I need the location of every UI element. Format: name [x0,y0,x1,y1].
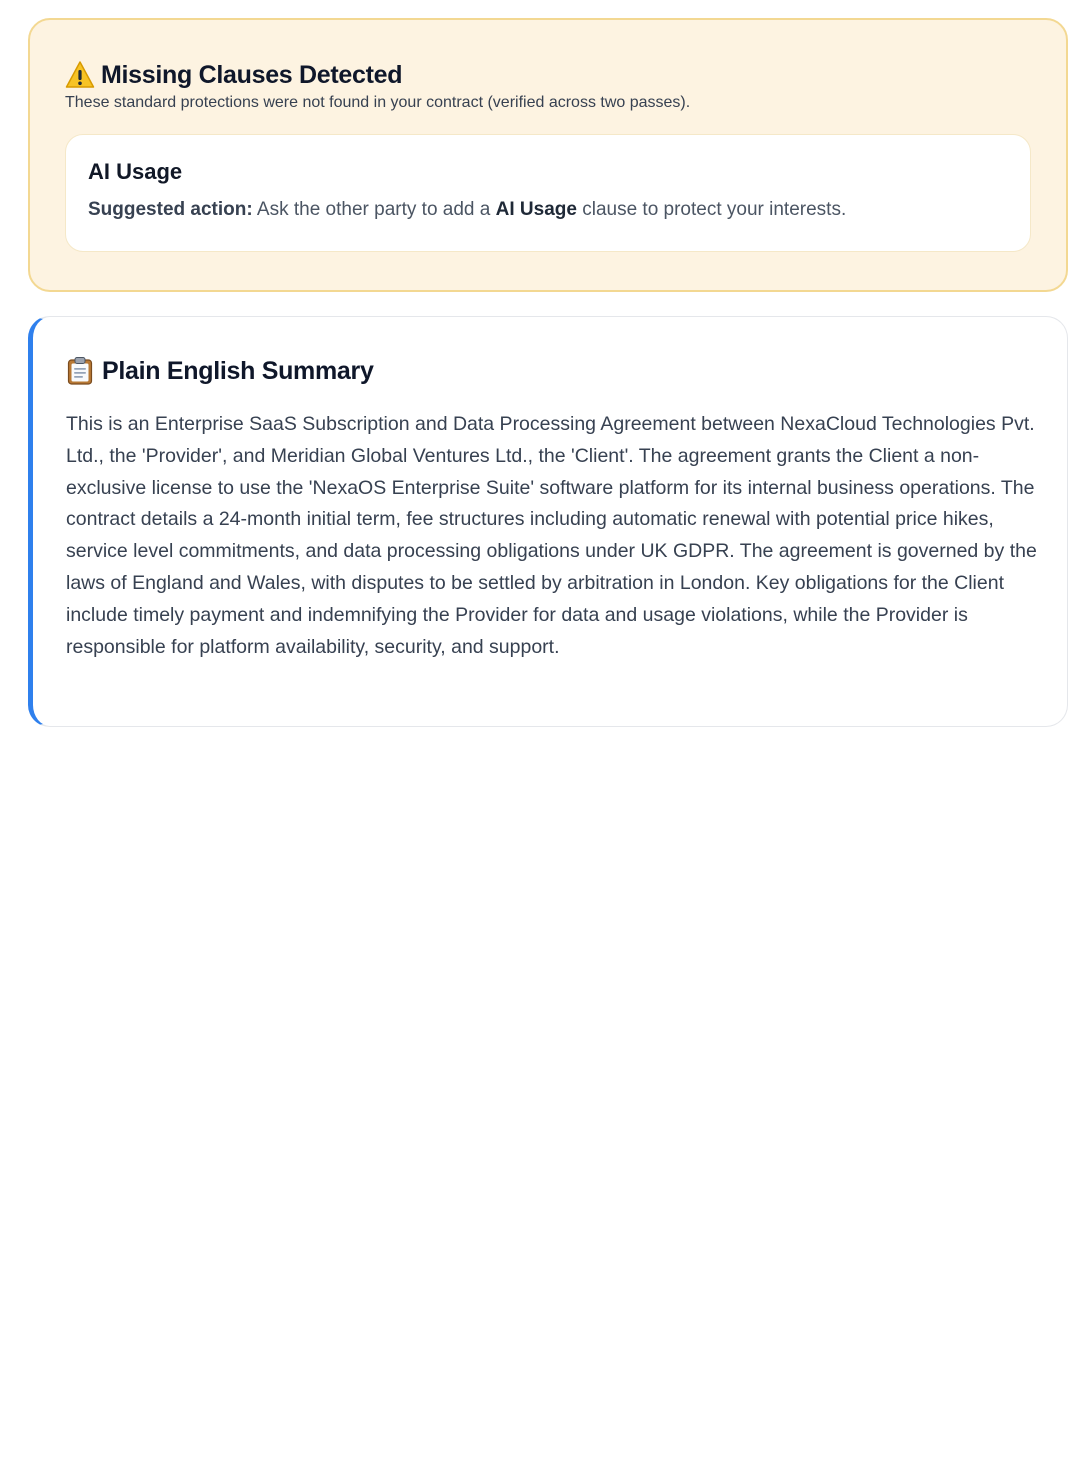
missing-clauses-header [65,58,1031,92]
missing-clause-name: AI Usage [88,159,183,184]
suggested-action-suffix: clause to protect your interests. [576,199,847,220]
suggested-action [88,199,1008,221]
suggested-action-clause: AI Usage [495,199,577,220]
plain-english-summary-card [28,316,1068,727]
missing-clauses-subtitle: These standard protections were not found in your contract (verified across two passes). [65,94,691,111]
summary-title: Plain English Summary [102,356,374,385]
warning-icon [65,60,95,90]
suggested-action-prefix: Ask the other party to add a [252,199,496,220]
summary-text: This is an Enterprise SaaS Subscription and Data Processing Agreement between NexaCloud Technologies Pvt. Ltd., the 'Provider', and Meridian Global Ventures Ltd., the 'Client'. The agreement grants the Client a non-exclusive license to use the 'NexaOS Enterprise Suite' software platform for its internal business operations. The contract details a 24-month initial term, fee structures including automatic renewal with potential price hikes, service level commitments, and data processing obligations under UK GDPR. The agreement is governed by the laws of England and Wales, with disputes to be settled by arbitration in London. Key obligations for the Client include timely payment and indemnifying the Provider for data and usage violations, while the Provider is responsible for platform availability, security, and support. [66,413,1037,658]
missing-clause-item [65,134,1031,252]
clipboard-icon [66,356,94,386]
missing-clauses-title: Missing Clauses Detected [101,60,403,89]
summary-header [66,351,1034,391]
missing-clauses-card [28,18,1068,292]
suggested-action-label: Suggested action: [88,199,253,220]
